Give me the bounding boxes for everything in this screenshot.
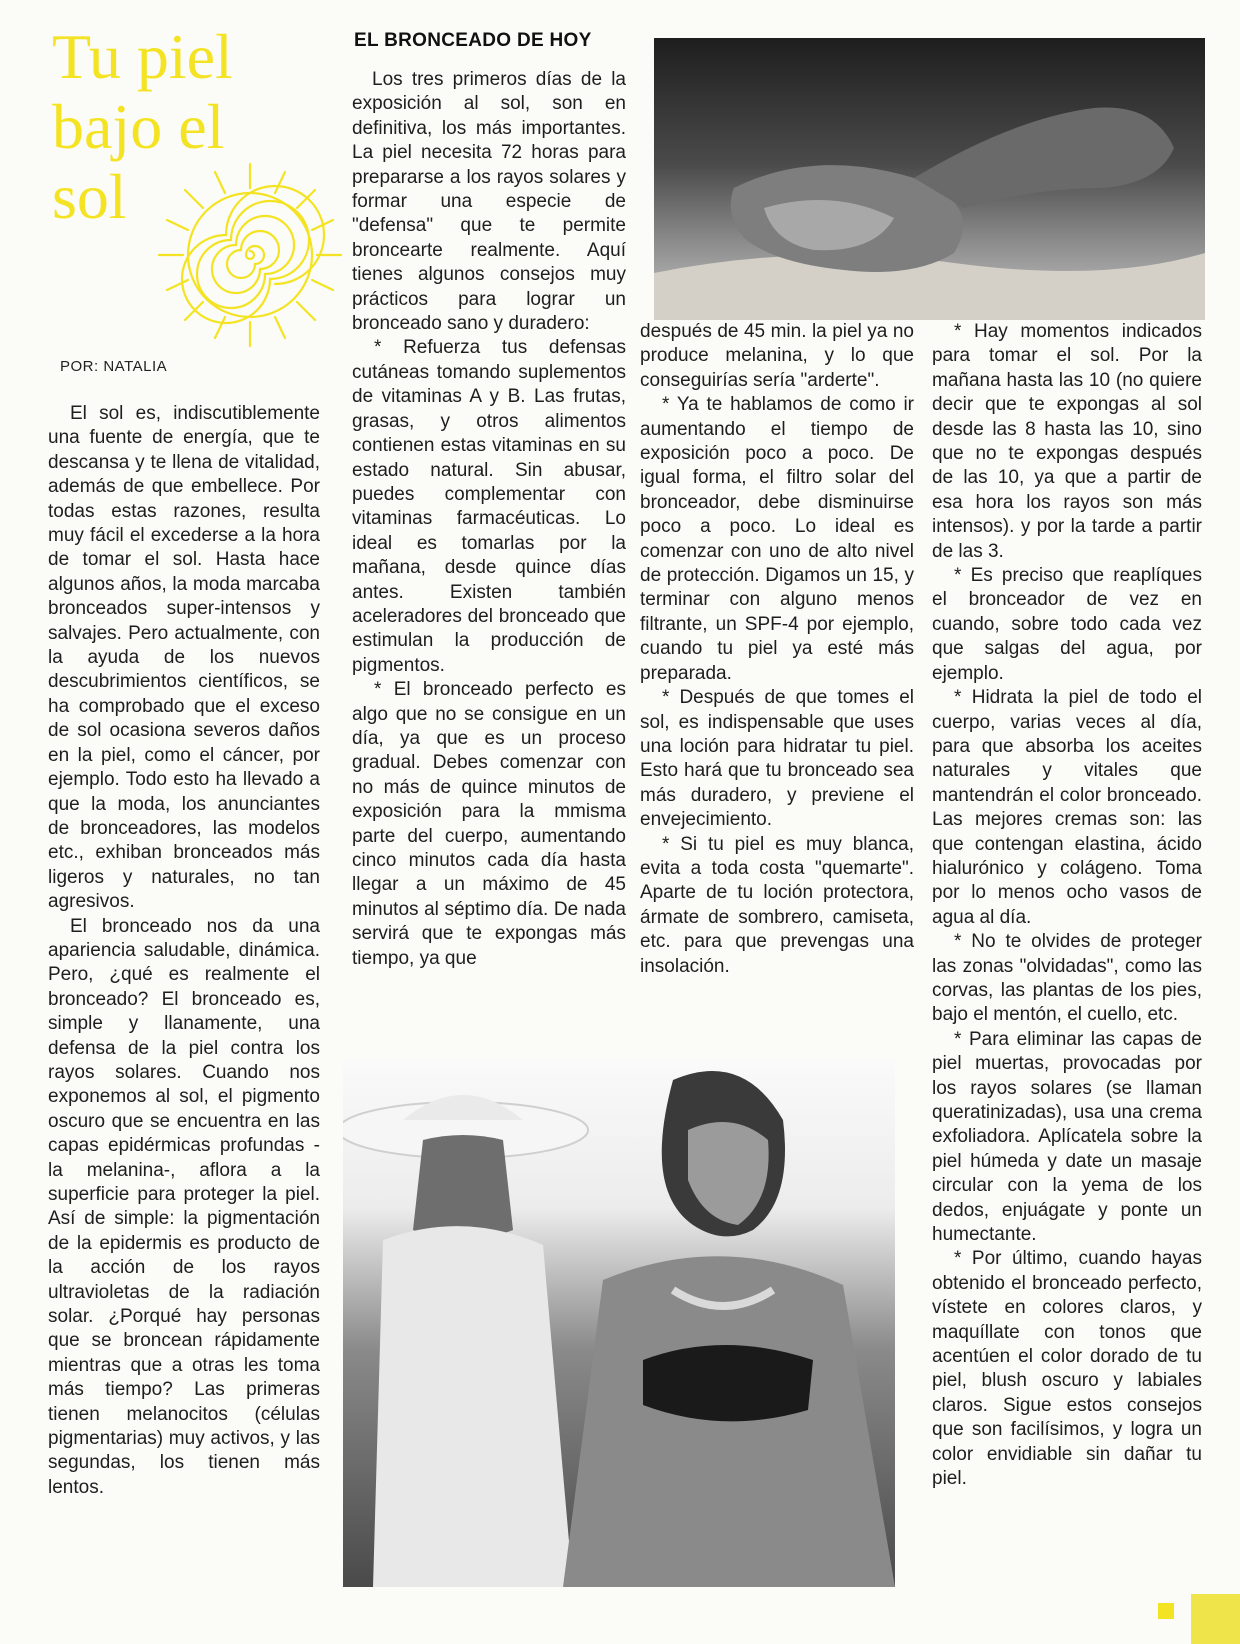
column-2 [352,68,626,1043]
paragraph: * Después de que tomes el sol, es indispensable que uses una loción para hidratar tu piel. Esto hará que tu bronceado sea más duradero, y previene el envejecimiento. [640,687,914,831]
page-number-tab [1191,1594,1240,1644]
photo-sunbather-drawing [654,38,1205,320]
paragraph: * Por último, cuando hayas obtenido el bronceado perfecto, vístete en colores claros, y maquíllate con tonos que acentúen el color dorado de tu piel, blush oscuro y labiales claros. Sigue estos consejos que son facilísimos, y logra un color envidiable sin dañar tu piel. [932,1248,1202,1490]
paragraph: Los tres primeros días de la exposición al sol, son en definitiva, los más importantes. La piel necesita 72 horas para prepararse a los rayos solares y formar una especie de "defensa" que te permite broncearte realmente. Aquí tienes algunos consejos muy prácticos para lograr un bronceado sano y duradero: [352,69,626,335]
title-line: Tu piel [52,21,233,92]
byline: POR: NATALIA [60,358,168,375]
paragraph: * Hidrata la piel de todo el cuerpo, varias veces al día, para que absorba los aceites naturales y vitales que mantendrán el color bronceado. Las mejores cremas son: las que contengan elastina, ácido hialurónico y colágeno. Toma por lo menos ocho vasos de agua al día. [932,687,1202,928]
title-line: sol [52,161,127,232]
paragraph: * No te olvides de proteger las zonas "olvidadas", como las corvas, las plantas de los pies, bajo el mentón, el cuello, etc. [932,931,1202,1026]
paragraph: * Ya te hablamos de como ir aumentando el tiempo de exposición poco a poco. De igual forma, el filtro solar del bronceador, debe disminuirse poco a poco. Lo ideal es comenzar con uno de alto nivel de protección. Digamos un 15, y terminar con alguno menos filtrante, un SPF-4 por ejemplo, cuando tu piel ya esté más preparada. [640,394,914,684]
paragraph: * Hay momentos indicados para tomar el sol. Por la mañana hasta las 10 (no quiere decir que te expongas al sol desde las 8 hasta las 10, sino que no te expongas después de las 10, ya que a partir de esa hora los rayos son más intensos). y por la tarde a partir de las 3. [932,321,1202,562]
paragraph: * Refuerza tus defensas cutáneas tomando suplementos de vitaminas A y B. Las frutas, grasas, y otros alimentos contienen estas vitaminas en su estado natural. Sin abusar, puedes complementar con vitaminas farmacéuticas. Lo ideal es tomarlas por la mañana, desde quince días antes. Existen también aceleradores del bronceado que estimulan la producción de pigmentos. [352,337,626,676]
sun-icon [155,160,345,350]
section-heading: EL BRONCEADO DE HOY [354,30,592,51]
paragraph: * Si tu piel es muy blanca, evita a toda costa "quemarte". Aparte de tu loción protectora, ármate de sombrero, camiseta, etc. para que prevengas una insolación. [640,833,914,977]
photo-models-drawing [343,1060,895,1587]
paragraph: * El bronceado perfecto es algo que no se consigue en un día, ya que es un proceso gradual. Debes comenzar con no más de quince minutos de exposición para la mmisma parte del cuerpo, aumentando cinco minutos cada día hasta llegar a un máximo de 45 minutos al séptimo día. De nada servirá que te expongas más tiempo, ya que [352,679,626,969]
paragraph: El sol es, indiscutiblemente una fuente de energía, que te descansa y te llena de vitalidad, además de que embellece. Por todas estas razones, resulta muy fácil el excederse a la hora de tomar el sol. Hasta hace algunos años, la moda marcaba bronceados super-intensos y salvajes. Pero actualmente, con la ayuda de los nuevos descubrimientos científicos, se ha comprobado que el exceso de sol ocasiona severos daños en la piel, como el cáncer, por ejemplo. Todo esto ha llevado a que la moda, los anunciantes de bronceadores, las modelos etc., exhiban bronceados más ligeros y naturales, no tan agresivos. [48,403,320,913]
paragraph: El bronceado nos da una apariencia saludable, dinámica. Pero, ¿qué es realmente el bronceado? El bronceado es, simple y llanamente, una defensa de la piel contra los rayos solares. Cuando nos exponemos al sol, el pigmento oscuro que se encuentra en las capas epidérmicas profundas -la melanina-, aflora a la superficie para proteger la piel. Así de simple: la pigmentación de la epidermis es producto de la acción de los rayos ultravioletas de la radiación solar. ¿Porqué hay personas que se broncean rápidamente mientras que a otras les toma más tiempo? Las primeras tienen melanocitos (células pigmentarias) muy activos, y las segundas, los tienen más lentos. [48,915,320,1498]
photo-sunbather [654,38,1205,320]
column-1 [48,402,320,1567]
paragraph: después de 45 min. la piel ya no produce melanina, y lo que conseguirías sería "arderte". [640,321,914,391]
photo-models [343,1060,895,1587]
paragraph: * Es preciso que reaplíques el bronceador de vez en cuando, sobre todo cada vez que salgas del agua, por ejemplo. [932,565,1202,684]
paragraph: * Para eliminar las capas de piel muertas, provocadas por los rayos solares (se llaman queratinizadas), usa una crema exfoliadora. Aplícatela sobre la piel húmeda y date un masaje circular con la yema de los dedos, enjuágate y ponte un humectante. [932,1028,1202,1246]
title-line: bajo el [52,91,225,162]
column-3 [640,320,914,1048]
column-4 [932,320,1202,1600]
end-of-article-marker [1158,1603,1174,1619]
